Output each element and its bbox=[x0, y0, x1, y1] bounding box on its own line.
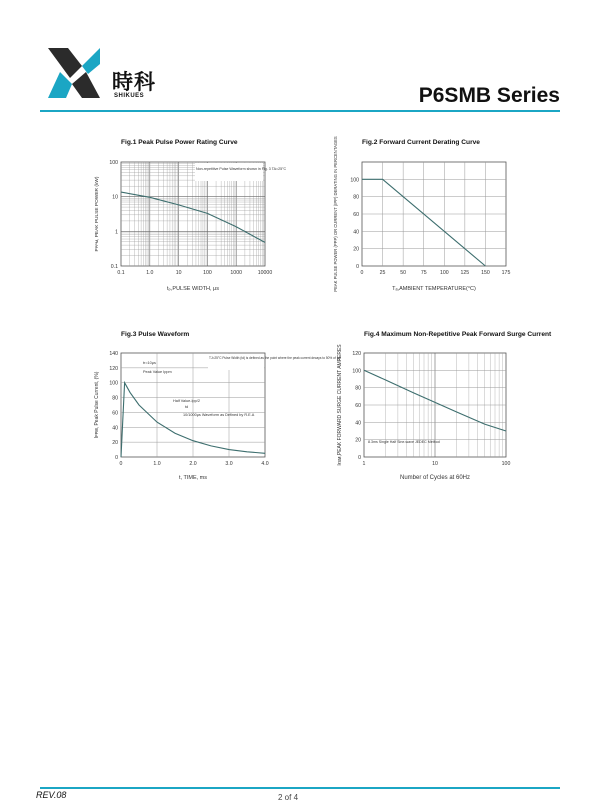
x-tick-label: 0.1 bbox=[117, 270, 125, 276]
annotation-peak: Peak Value Ippm bbox=[143, 370, 172, 374]
x-tick-label: 100 bbox=[501, 461, 511, 467]
x-tick-label: 1 bbox=[362, 461, 366, 467]
chart-title: Fig.4 Maximum Non-Repetitive Peak Forward Surge Current bbox=[364, 331, 552, 338]
x-tick-label: 1.0 bbox=[153, 461, 161, 467]
y-tick-label: 60 bbox=[353, 212, 359, 218]
y-tick-label: 0.1 bbox=[110, 264, 118, 270]
y-tick-label: 80 bbox=[355, 385, 361, 392]
x-tick-label: 10 bbox=[175, 270, 182, 276]
y-tick-label: 40 bbox=[353, 229, 359, 236]
brand-name-chinese: 時科 bbox=[112, 70, 156, 94]
fig2-derating-chart bbox=[328, 132, 528, 302]
chart-title: Fig.1 Peak Pulse Power Rating Curve bbox=[121, 139, 238, 146]
x-tick-label: 150 bbox=[481, 270, 490, 276]
brand-name-english: SHIKUES bbox=[114, 93, 145, 99]
x-tick-label: 2.0 bbox=[189, 461, 197, 467]
x-tick-label: 25 bbox=[379, 270, 386, 276]
y-tick-label: 100 bbox=[350, 177, 359, 184]
revision-label: REV.08 bbox=[36, 790, 67, 800]
fig4-surge-current-chart bbox=[328, 325, 552, 490]
x-tick-label: 4.0 bbox=[261, 461, 269, 467]
x-tick-label: 10000 bbox=[257, 270, 273, 276]
x-axis-label: tₚ,PULSE WIDTH, μs bbox=[167, 286, 219, 292]
y-tick-label: 120 bbox=[352, 351, 361, 357]
y-tick-label: 20 bbox=[353, 246, 359, 253]
y-tick-label: 60 bbox=[355, 403, 361, 409]
x-tick-label: 125 bbox=[460, 270, 470, 276]
note-box bbox=[195, 163, 263, 181]
note-text: TJ=25°C Pulse Width (td) is defined as the point where the peak current decays to 50% of Ipp bbox=[209, 356, 342, 360]
x-tick-label: 1000 bbox=[230, 270, 242, 276]
y-tick-label: 100 bbox=[109, 380, 118, 387]
y-tick-label: 0 bbox=[356, 264, 359, 270]
y-tick-label: 1 bbox=[115, 229, 118, 236]
y-tick-label: 10 bbox=[112, 194, 118, 201]
y-tick-label: 80 bbox=[353, 194, 359, 201]
y-tick-label: 0 bbox=[115, 455, 118, 461]
x-tick-label: 75 bbox=[420, 270, 427, 276]
x-tick-label: 0 bbox=[119, 461, 123, 467]
y-tick-label: 100 bbox=[109, 160, 118, 166]
footer-divider bbox=[40, 787, 560, 789]
annotation-td: td bbox=[185, 405, 189, 409]
y-tick-label: 20 bbox=[355, 437, 361, 444]
x-tick-label: 1.0 bbox=[146, 270, 154, 276]
annotation-half: Half Value-Ipp/2 bbox=[173, 399, 200, 403]
header-divider bbox=[40, 110, 560, 112]
note-text: 8.3ms Single Half Sine-wave JEDEC Method bbox=[368, 440, 440, 444]
x-axis-label: Tₐ,AMBIENT TEMPERATURE(°C) bbox=[392, 286, 476, 292]
y-tick-label: 80 bbox=[112, 395, 118, 402]
x-tick-label: 10 bbox=[432, 461, 438, 467]
y-tick-label: 0 bbox=[358, 455, 361, 461]
x-tick-label: 50 bbox=[400, 270, 407, 276]
page-title: P6SMB Series bbox=[418, 84, 560, 107]
y-axis-label: Pᴘᴘᴍ, PEAK PULSE POWER (kW) bbox=[95, 176, 100, 252]
y-axis-label: Iᴘᴘᴍ, Peak Pulse Current, (%) bbox=[94, 371, 100, 439]
y-tick-label: 60 bbox=[112, 410, 118, 417]
chart-title: Fig.2 Forward Current Derating Curve bbox=[362, 139, 480, 146]
y-axis-label: Iғѕᴍ,PEAK FORWARD SURGE CURRENT AMPERES bbox=[337, 344, 343, 466]
x-axis-label: t, TIME, ms bbox=[178, 475, 208, 481]
y-tick-label: 100 bbox=[352, 368, 361, 375]
y-tick-label: 120 bbox=[109, 365, 118, 372]
y-tick-label: 40 bbox=[355, 420, 361, 427]
x-axis-label: Number of Cycles at 60Hz bbox=[399, 475, 471, 481]
x-tick-label: 100 bbox=[203, 270, 212, 276]
x-tick-label: 175 bbox=[501, 270, 511, 276]
fig1-peak-pulse-power-chart bbox=[85, 132, 285, 302]
y-tick-label: 40 bbox=[112, 425, 118, 432]
shikues-logo bbox=[42, 42, 106, 104]
y-tick-label: 140 bbox=[109, 351, 118, 357]
annotation-waveform: 10/1000μs Waveform as Defined by R.E.A bbox=[183, 413, 255, 417]
y-axis-label: PEAK PULSE POWER (PPP) OR CURRENT (IPP) DERATING IN PERCENTAGES bbox=[333, 136, 338, 292]
chart-title: Fig.3 Pulse Waveform bbox=[121, 331, 190, 338]
page-number: 2 of 4 bbox=[278, 793, 299, 802]
x-tick-label: 100 bbox=[439, 270, 449, 276]
x-tick-label: 3.0 bbox=[225, 461, 233, 467]
y-tick-label: 20 bbox=[112, 440, 118, 447]
annotation-tr: tr=10μs bbox=[143, 361, 156, 365]
x-tick-label: 0 bbox=[360, 270, 364, 276]
note-text: Non-repetitive Pulse Waveform shown in Fig. 3 TA=25°C bbox=[196, 167, 287, 171]
